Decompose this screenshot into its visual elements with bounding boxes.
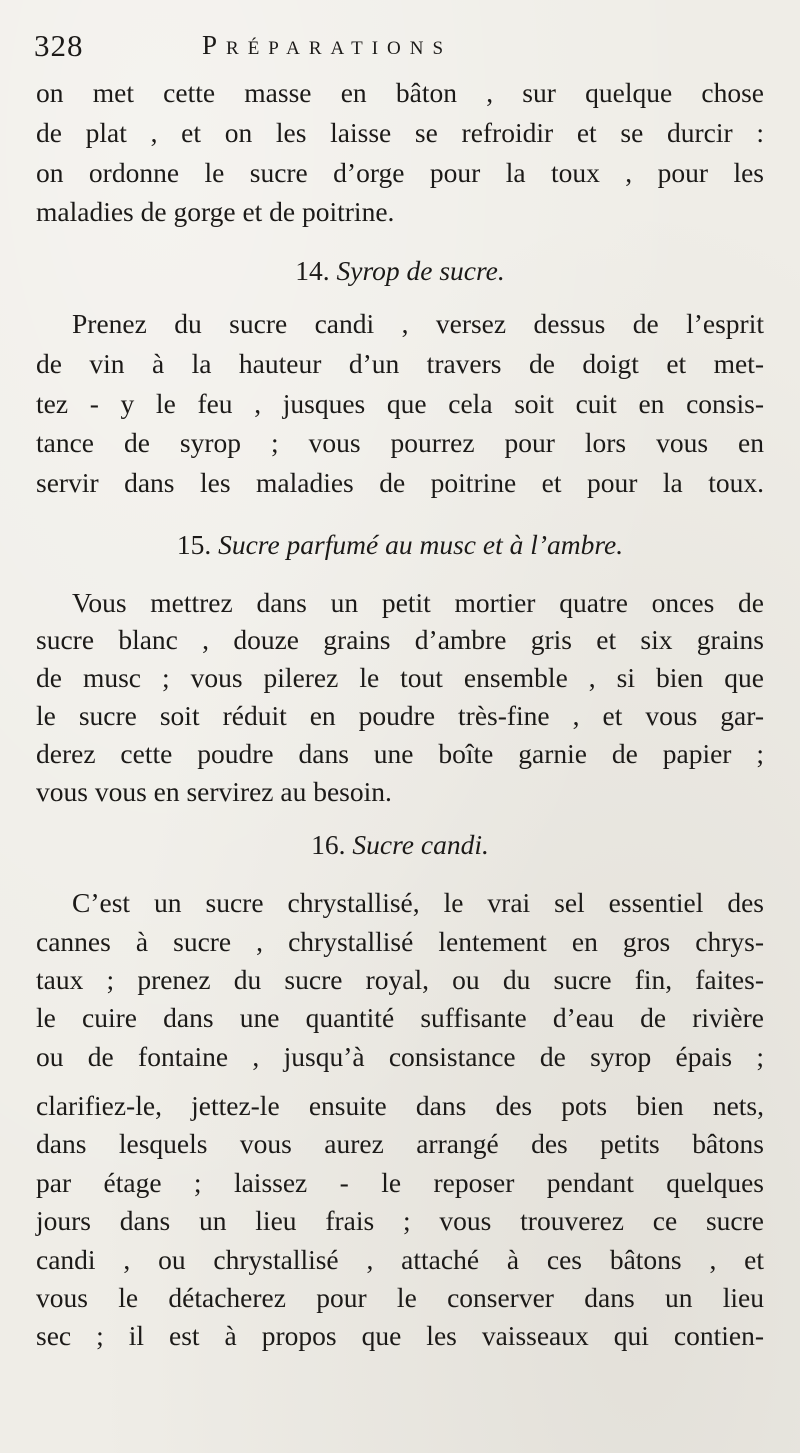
section-title: Sucre candi. bbox=[352, 829, 489, 860]
text-line: de vin à la hauteur d’un travers de doigt et met- bbox=[36, 348, 764, 379]
text-line: servir dans les maladies de poitrine et pour la toux. bbox=[36, 467, 764, 498]
page-number: 328 bbox=[34, 28, 84, 63]
text-line: vous le détacherez pour le conserver dans un lieu bbox=[36, 1282, 764, 1313]
section-number: 15. bbox=[176, 529, 212, 560]
text-line: taux ; prenez du sucre royal, ou du sucre fin, faites- bbox=[36, 964, 764, 995]
text-line: le sucre soit réduit en poudre très-fine , et vous gar- bbox=[36, 700, 764, 731]
section-title: Syrop de sucre. bbox=[336, 255, 505, 286]
text-line: sucre blanc , douze grains d’ambre gris et six grains bbox=[36, 624, 764, 655]
text-line: tez - y le feu , jusques que cela soit cuit en consis- bbox=[36, 388, 764, 419]
text-line: on met cette masse en bâton , sur quelque chose bbox=[36, 77, 764, 108]
text-line: sec ; il est à propos que les vaisseaux qui contien- bbox=[36, 1320, 764, 1351]
text-line: on ordonne le sucre d’orge pour la toux , pour les bbox=[36, 157, 764, 188]
text-line: Vous mettrez dans un petit mortier quatre onces de bbox=[72, 587, 764, 618]
text-line: cannes à sucre , chrystallisé lentement en gros chrys- bbox=[36, 926, 764, 957]
text-line: C’est un sucre chrystallisé, le vrai sel essentiel des bbox=[72, 887, 764, 918]
section-heading-16 bbox=[0, 827, 800, 863]
text-line: de musc ; vous pilerez le tout ensemble , si bien que bbox=[36, 662, 764, 693]
section-heading-14 bbox=[0, 253, 800, 289]
text-line: clarifiez-le, jettez-le ensuite dans des pots bien nets, bbox=[36, 1090, 764, 1121]
text-line: de plat , et on les laisse se refroidir et se durcir : bbox=[36, 117, 764, 148]
text-line: vous vous en servirez au besoin. bbox=[36, 776, 392, 807]
section-number: 16. bbox=[311, 829, 346, 860]
text-line: derez cette poudre dans une boîte garnie de papier ; bbox=[36, 738, 764, 769]
text-line: ou de fontaine , jusqu’à consistance de syrop épais ; bbox=[36, 1041, 764, 1072]
text-line: candi , ou chrystallisé , attaché à ces bâtons , et bbox=[36, 1244, 764, 1275]
text-line: dans lesquels vous aurez arrangé des petits bâtons bbox=[36, 1128, 764, 1159]
text-line: le cuire dans une quantité suffisante d’eau de rivière bbox=[36, 1002, 764, 1033]
text-line: par étage ; laissez - le reposer pendant quelques bbox=[36, 1167, 764, 1198]
section-title: Sucre parfumé au musc et à l’ambre. bbox=[218, 529, 624, 560]
page-header bbox=[34, 28, 574, 68]
text-line: Prenez du sucre candi , versez dessus de l’esprit bbox=[72, 308, 764, 339]
section-number: 14. bbox=[295, 255, 330, 286]
text-line: tance de syrop ; vous pourrez pour lors vous en bbox=[36, 427, 764, 458]
text-line: maladies de gorge et de poitrine. bbox=[36, 196, 395, 227]
section-heading-15 bbox=[0, 527, 800, 563]
text-line: jours dans un lieu frais ; vous trouverez ce sucre bbox=[36, 1205, 764, 1236]
running-head: Préparations bbox=[202, 30, 453, 60]
